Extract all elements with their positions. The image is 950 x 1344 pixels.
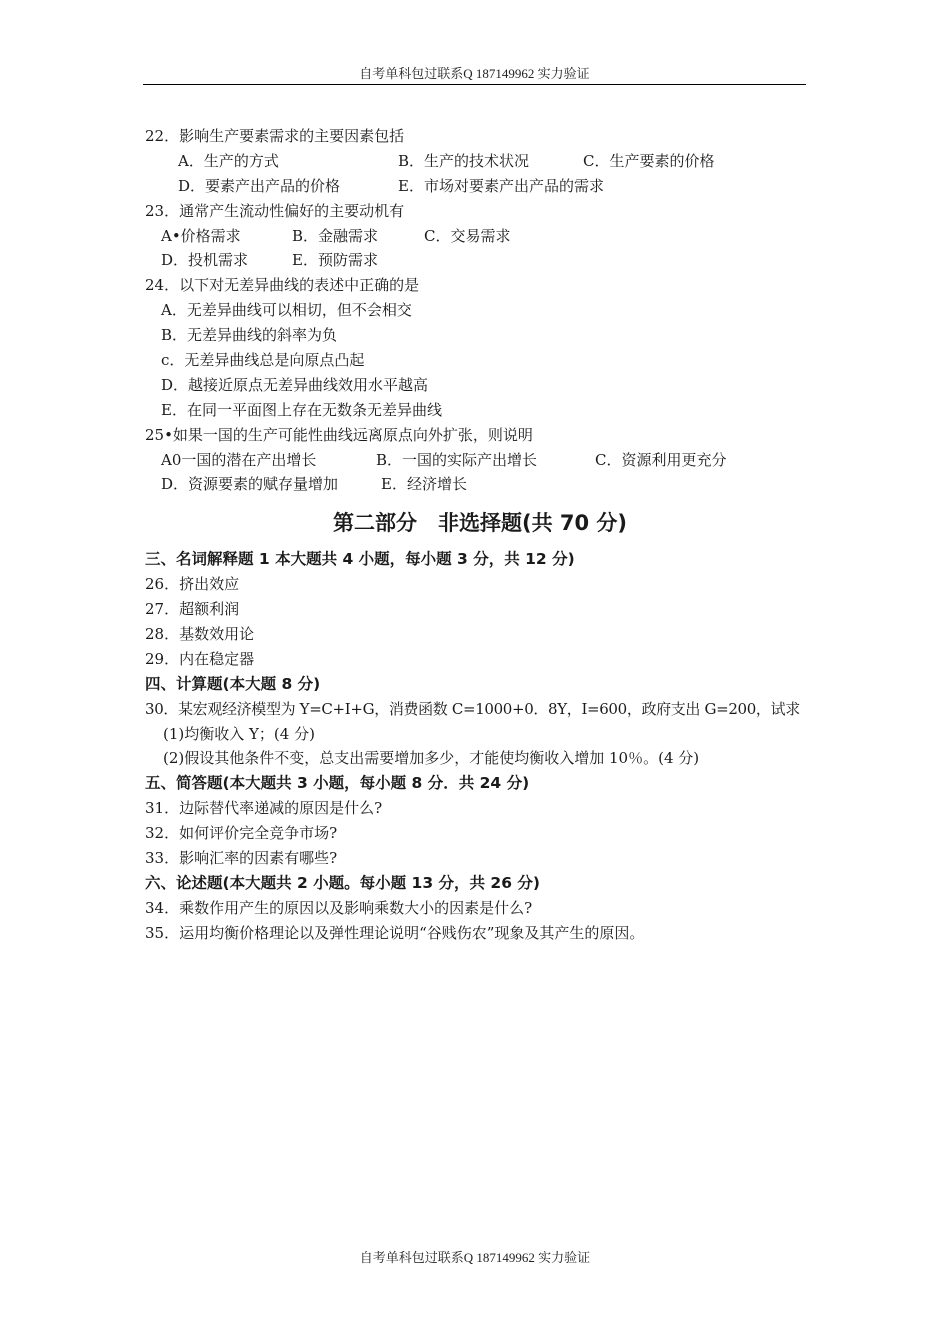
q28: 28．基数效用论 — [145, 625, 255, 644]
exam-content — [145, 124, 825, 946]
q25-options-row1 — [145, 448, 825, 473]
q23-options-row1 — [145, 224, 825, 249]
q22-option-b: B．生产的技术状况 — [398, 151, 530, 170]
page-header: 自考单科包过联系Q 187149962 实力验证 — [143, 64, 806, 85]
q23-stem: 23．通常产生流动性偏好的主要动机有 — [145, 201, 405, 220]
section3-title: 三、名词解释题 1 本大题共 4 小题，每小题 3 分，共 12 分) — [145, 550, 575, 569]
q24-option-e: E．在同一平面图上存在无数条无差异曲线 — [161, 400, 442, 419]
q26: 26．挤出效应 — [145, 575, 240, 594]
q22-stem: 22．影响生产要素需求的主要因素包括 — [145, 127, 405, 145]
q22-options-row2 — [145, 174, 825, 199]
q25-option-d: D．资源要素的赋存量增加 — [161, 475, 339, 494]
q23-option-b: B．金融需求 — [292, 226, 379, 245]
q31: 31．边际替代率递减的原因是什么? — [145, 799, 383, 818]
q24-option-a: A．无差异曲线可以相切，但不会相交 — [161, 301, 412, 320]
q22-options-row1 — [145, 149, 825, 174]
q35: 35．运用均衡价格理论以及弹性理论说明“谷贱伤农”现象及其产生的原因。 — [145, 923, 645, 942]
q33: 33．影响汇率的因素有哪些? — [145, 849, 338, 868]
q32: 32．如何评价完全竞争市场? — [145, 824, 338, 843]
section6-title: 六、论述题(本大题共 2 小题。每小题 13 分，共 26 分) — [145, 873, 540, 892]
q23-option-c: C．交易需求 — [424, 226, 511, 245]
q30-sub1: (1)均衡收入 Y；(4 分) — [163, 724, 315, 743]
section5-title: 五、简答题(本大题共 3 小题，每小题 8 分．共 24 分) — [145, 774, 530, 793]
q22-option-d: D．要素产出产品的价格 — [178, 176, 341, 195]
q23-options-row2 — [145, 248, 825, 273]
q29: 29．内在稳定器 — [145, 649, 255, 668]
q23-option-d: D．投机需求 — [161, 251, 249, 270]
q23-option-a: A•价格需求 — [161, 226, 241, 245]
q30-stem: 30．某宏观经济模型为 Y=C+I+G，消费函数 C=1000+0．8Y，I=600，政府支出 G=200，试求 — [145, 699, 800, 718]
q24-stem: 24．以下对无差异曲线的表述中正确的是 — [145, 276, 420, 295]
q25-stem: 25•如果一国的生产可能性曲线远离原点向外扩张，则说明 — [145, 425, 533, 444]
q25-option-c: C．资源利用更充分 — [595, 450, 727, 469]
q22-option-a: A．生产的方式 — [178, 151, 279, 170]
q22-option-c: C．生产要素的价格 — [583, 151, 715, 170]
q23-option-e: E．预防需求 — [292, 251, 378, 270]
q34: 34．乘数作用产生的原因以及影响乘数大小的因素是什么? — [145, 898, 533, 917]
q25-options-row2 — [145, 472, 825, 497]
q30-sub2: (2)假设其他条件不变，总支出需要增加多少，才能使均衡收入增加 10％。(4 分) — [163, 749, 700, 768]
part2-title: 第二部分 非选择题(共 70 分) — [332, 511, 628, 536]
q25-option-b: B．一国的实际产出增长 — [376, 450, 538, 469]
q24-option-d: D．越接近原点无差异曲线效用水平越高 — [161, 375, 429, 394]
page-footer: 自考单科包过联系Q 187149962 实力验证 — [359, 1250, 591, 1265]
q25-option-e: E．经济增长 — [381, 475, 467, 494]
q22-option-e: E．市场对要素产出产品的需求 — [398, 176, 604, 195]
q25-option-a: A0一国的潜在产出增长 — [161, 450, 317, 469]
q24-option-b: B．无差异曲线的斜率为负 — [161, 326, 338, 345]
q24-option-c: c．无差异曲线总是向原点凸起 — [161, 351, 365, 370]
section4-title: 四、计算题(本大题 8 分) — [145, 674, 321, 693]
q27: 27．超额利润 — [145, 600, 240, 619]
